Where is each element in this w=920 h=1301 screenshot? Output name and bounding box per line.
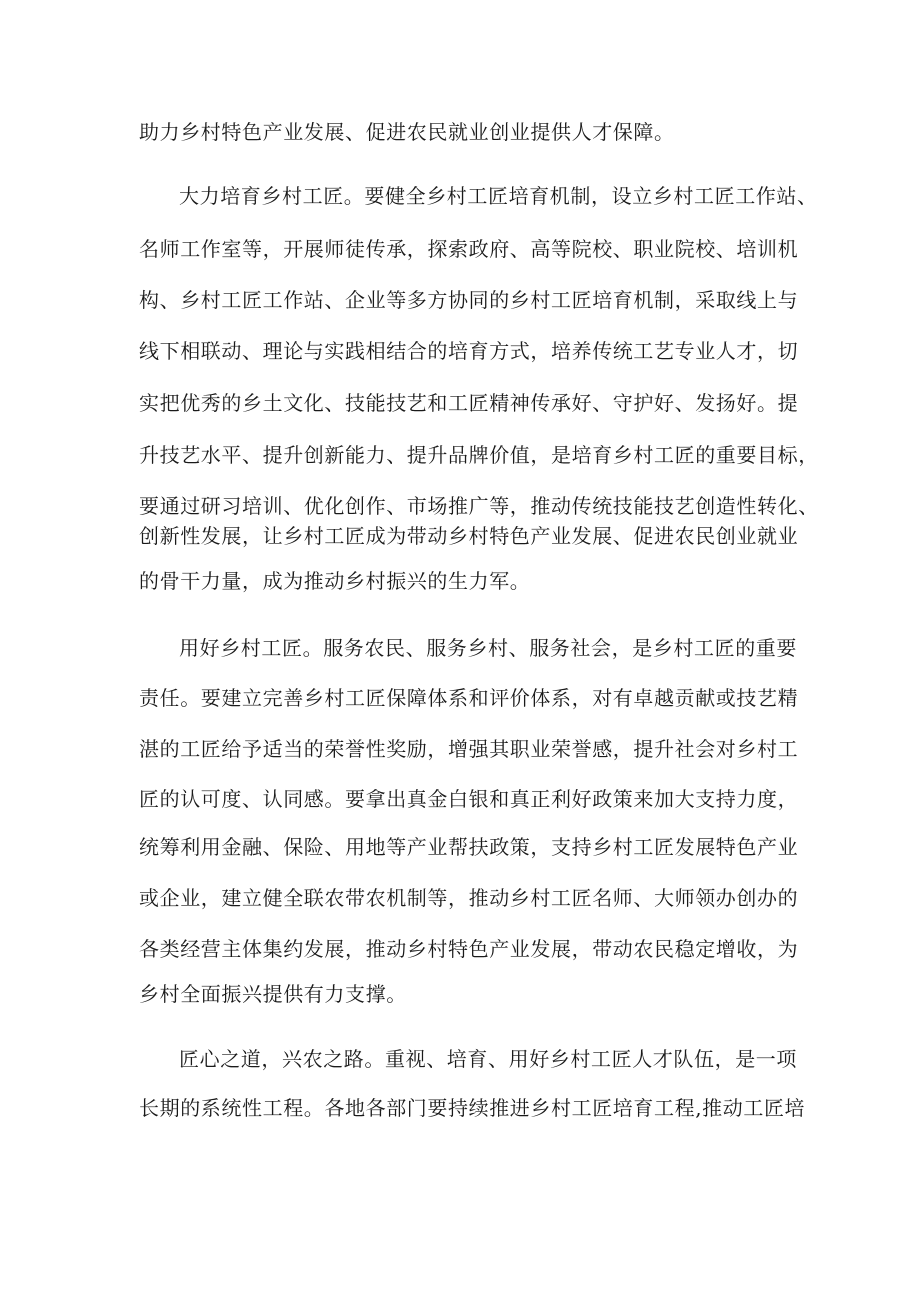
paragraph-2-line-3: 构、乡村工匠工作站、企业等多方协同的乡村工匠培育机制，采取线上与 xyxy=(139,288,799,312)
paragraph-3-line-6: 或企业，建立健全联农带农机制等，推动乡村工匠名师、大师领办创办的 xyxy=(139,886,799,910)
paragraph-2-line-5: 实把优秀的乡土文化、技能技艺和工匠精神传承好、守护好、发扬好。提 xyxy=(139,391,799,415)
paragraph-1-line-1: 助力乡村特色产业发展、促进农民就业创业提供人才保障。 xyxy=(139,120,675,144)
paragraph-3-line-8: 乡村全面振兴提供有力支撑。 xyxy=(139,982,407,1006)
paragraph-3-line-7: 各类经营主体集约发展，推动乡村特色产业发展，带动农民稳定增收，为 xyxy=(139,937,799,961)
paragraph-3-line-5: 统筹利用金融、保险、用地等产业帮扶政策，支持乡村工匠发展特色产业 xyxy=(139,835,799,859)
paragraph-2-line-9: 的骨干力量，成为推动乡村振兴的生力军。 xyxy=(139,569,531,593)
paragraph-2-line-7: 要通过研习培训、优化创作、市场推广等，推动传统技能技艺创造性转化、 xyxy=(139,494,819,518)
paragraph-3-line-1: 用好乡村工匠。服务农民、服务乡村、服务社会，是乡村工匠的重要 xyxy=(179,636,797,660)
paragraph-2-line-6: 升技艺水平、提升创新能力、提升品牌价值，是培育乡村工匠的重要目标， xyxy=(139,443,819,467)
paragraph-2-line-4: 线下相联动、理论与实践相结合的培育方式，培养传统工艺专业人才，切 xyxy=(139,339,799,363)
paragraph-2-line-2: 名师工作室等，开展师徒传承，探索政府、高等院校、职业院校、培训机 xyxy=(139,237,799,261)
paragraph-3-line-2: 责任。要建立完善乡村工匠保障体系和评价体系，对有卓越贡献或技艺精 xyxy=(139,686,799,710)
paragraph-2-line-1: 大力培育乡村工匠。要健全乡村工匠培育机制，设立乡村工匠工作站、 xyxy=(179,184,818,208)
paragraph-4-line-2: 长期的系统性工程。各地各部门要持续推进乡村工匠培育工程,推动工匠培 xyxy=(139,1096,806,1120)
paragraph-3-line-3: 湛的工匠给予适当的荣誉性奖励，增强其职业荣誉感，提升社会对乡村工 xyxy=(139,737,799,761)
paragraph-3-line-4: 匠的认可度、认同感。要拿出真金白银和真正利好政策来加大支持力度， xyxy=(139,787,799,811)
paragraph-4-line-1: 匠心之道，兴农之路。重视、培育、用好乡村工匠人才队伍，是一项 xyxy=(179,1047,797,1071)
paragraph-2-line-8: 创新性发展，让乡村工匠成为带动乡村特色产业发展、促进农民创业就业 xyxy=(139,524,799,548)
